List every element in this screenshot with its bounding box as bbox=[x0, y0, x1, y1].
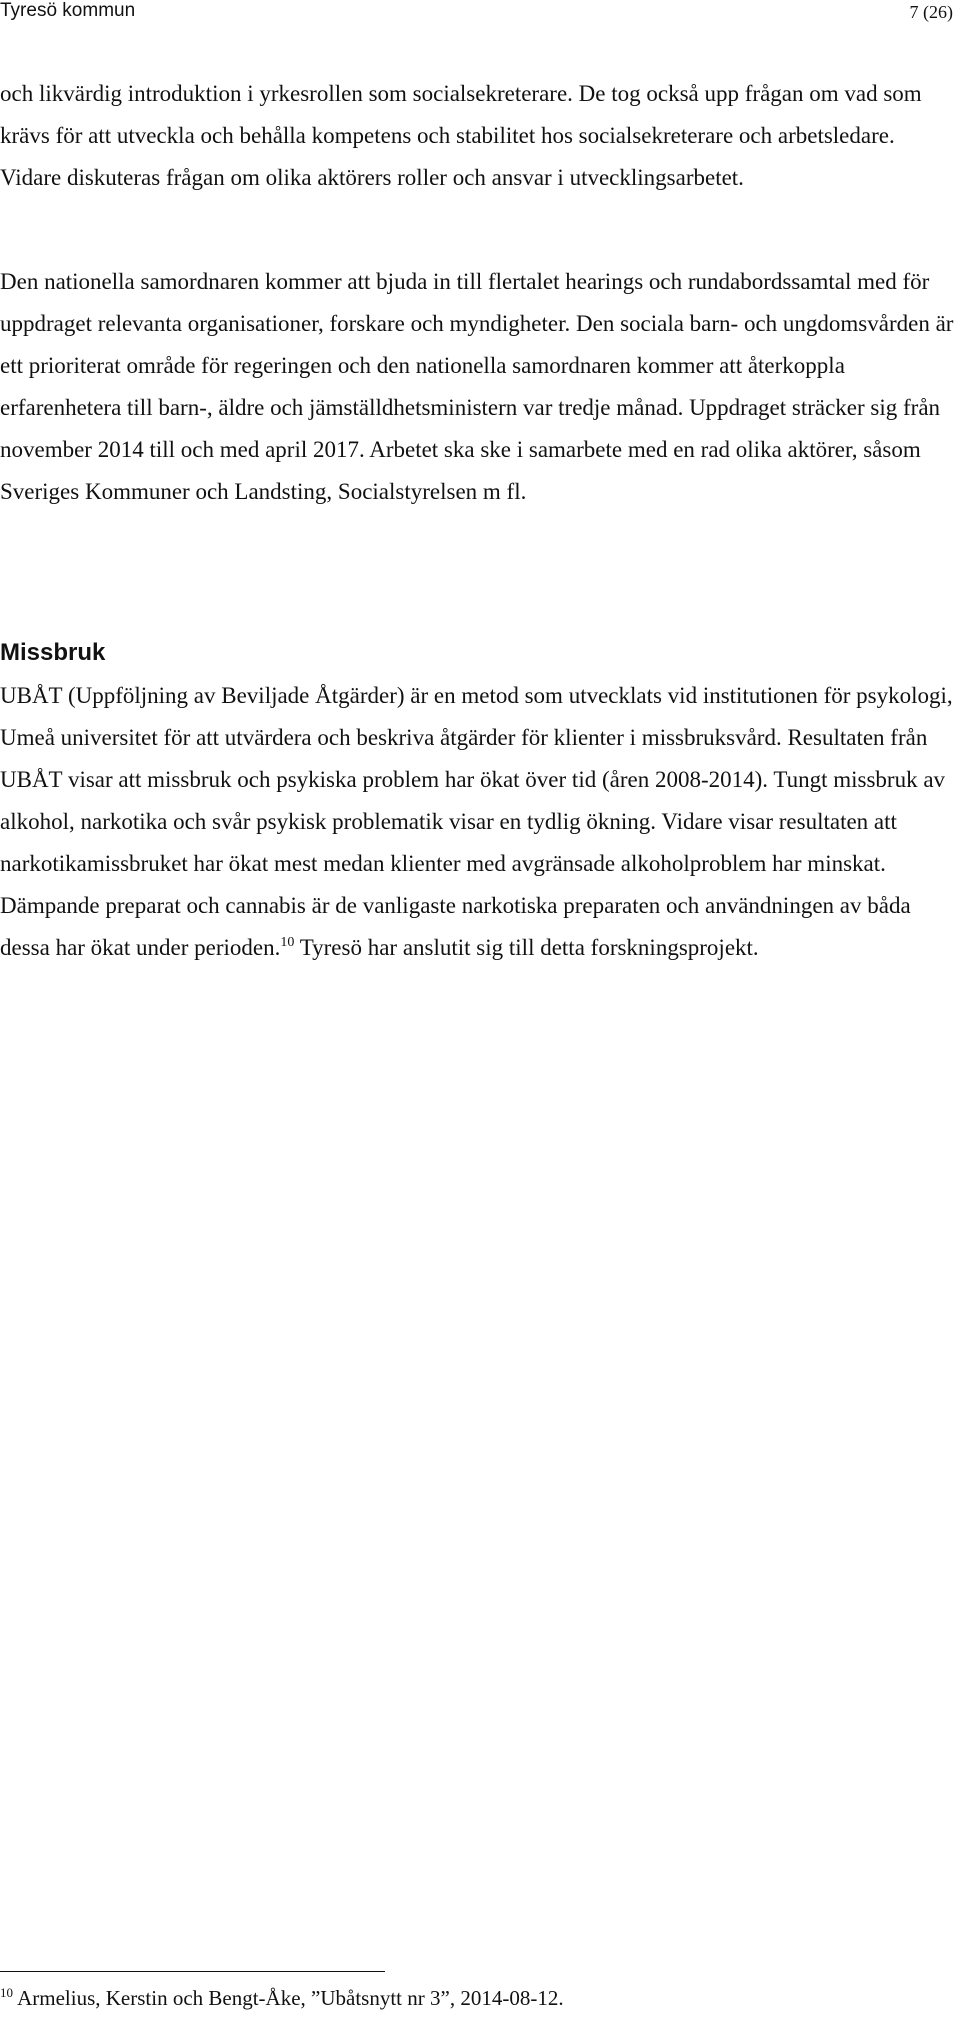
footnote bbox=[0, 1984, 564, 2012]
footnote-divider bbox=[0, 1971, 385, 1972]
footnote-text: Armelius, Kerstin och Bengt-Åke, ”Ubåtsnytt nr 3”, 2014-08-12. bbox=[13, 1986, 564, 2010]
page-number: 7 (26) bbox=[909, 2, 953, 22]
section-heading-missbruk: Missbruk bbox=[0, 639, 106, 666]
footnote-reference: 10 bbox=[280, 935, 295, 950]
paragraph-ubat bbox=[0, 675, 955, 969]
footnote-number: 10 bbox=[0, 1985, 13, 2000]
paragraph-national-coordinator: Den nationella samordnaren kommer att bjuda in till flertalet hearings och rundabordssamtal med för uppdraget relevanta organisationer, forskare och myndigheter. Den sociala barn- och ungdomsvården är ett prioriterat område för regeringen och den nationella samordnaren kommer att återkoppla erfarenhetera till barn-, äldre och jämställdhetsministern var tredje månad. Uppdraget sträcker sig från november 2014 till och med april 2017. Arbetet ska ske i samarbete med en rad olika aktörer, såsom Sveriges Kommuner och Landsting, Socialstyrelsen m fl. bbox=[0, 269, 954, 504]
ubat-text-continued: Tyresö har anslutit sig till detta forskningsprojekt. bbox=[294, 935, 759, 960]
paragraph-introduction: och likvärdig introduktion i yrkesrollen som socialsekreterare. De tog också upp frågan om vad som krävs för att utveckla och behålla kompetens och stabilitet hos socialsekreterare och arbetsledare. Vidare diskuteras frågan om olika aktörers roller och ansvar i utvecklingsarbetet. bbox=[0, 81, 922, 190]
ubat-text: UBÅT (Uppföljning av Beviljade Åtgärder) är en metod som utvecklats vid institutionen för psykologi, Umeå universitet för att utvärdera och beskriva åtgärder för klienter i missbruksvård. Resultaten från UBÅT visar att missbruk och psykiska problem har ökat över tid (åren 2008-2014). Tungt missbruk av alkohol, narkotika och svår psykisk problematik visar en tydlig ökning. Vidare visar resultaten att narkotikamissbruket har ökat mest medan klienter med avgränsade alkoholproblem har minskat. Dämpande preparat och cannabis är de vanligaste narkotiska preparaten och användningen av båda dessa har ökat under perioden. bbox=[0, 683, 953, 960]
header-organization: Tyresö kommun bbox=[0, 0, 136, 21]
